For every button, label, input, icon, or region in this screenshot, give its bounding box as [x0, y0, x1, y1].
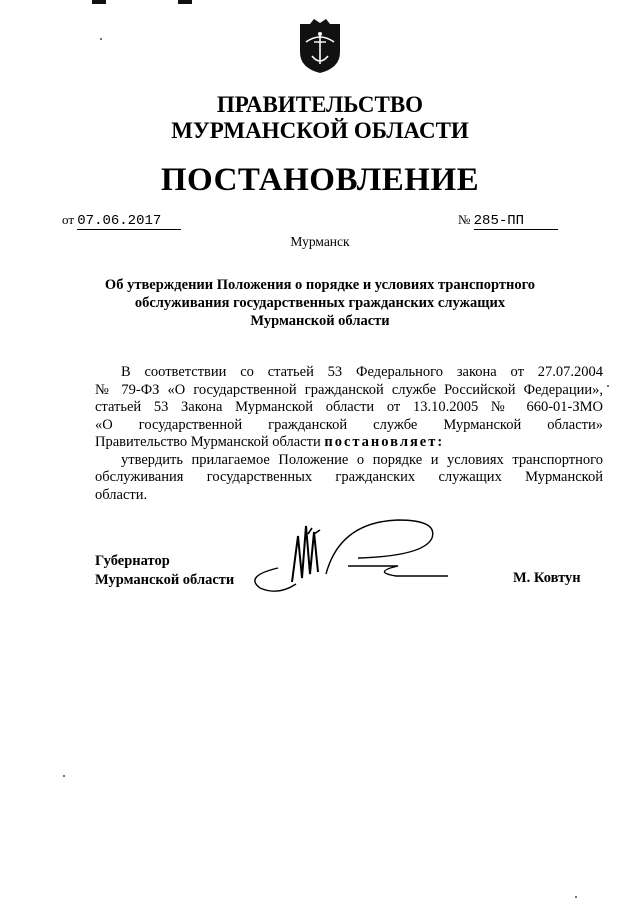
date-prefix: от: [62, 212, 75, 227]
number-value: 285-ПП: [474, 213, 558, 230]
position-line: Мурманской области: [95, 572, 235, 588]
number-field: [458, 212, 558, 230]
decision-line: области.: [95, 486, 148, 503]
preamble: [95, 364, 603, 504]
scan-edge-right: [178, 0, 192, 4]
date-value: 07.06.2017: [77, 213, 181, 230]
resolution-line: [95, 434, 603, 452]
signatory-name: М. Ковтун: [513, 570, 581, 586]
signatory-position: [95, 552, 234, 590]
org-name-line2: МУРМАНСКОЙ ОБЛАСТИ: [171, 118, 469, 143]
date-field: [62, 212, 181, 230]
number-prefix: №: [458, 212, 471, 227]
body-line: В соответствии со статьей 53 Федерального закона от 27.07.2004: [121, 364, 603, 380]
scan-speck: [100, 38, 102, 40]
title-line: обслуживания государственных гражданских служащих: [134, 295, 506, 311]
position-line: Губернатор: [95, 553, 170, 569]
scan-speck: [575, 896, 577, 898]
decision-line: утвердить прилагаемое Положение о порядке и условиях транспортного: [121, 451, 603, 468]
scan-edge-left: [92, 0, 106, 4]
city: Мурманск: [290, 234, 350, 249]
document-type: ПОСТАНОВЛЕНИЕ: [160, 162, 480, 198]
title-line: Мурманской области: [250, 313, 390, 329]
decision-line: обслуживания государственных гражданских служащих Мурманской: [95, 469, 603, 485]
handwritten-signature: [248, 516, 448, 596]
resolve-word: постановляет:: [324, 434, 445, 450]
scan-speck: [63, 775, 65, 777]
body-line: № 79-ФЗ «О государственной гражданской службе Российской Федерации»,: [95, 381, 603, 398]
document-title: [100, 276, 540, 330]
body-line: статьей 53 Закона Мурманской области от 13.10.2005 № 660-01-ЗМО: [95, 399, 603, 415]
resolve-prefix: Правительство Мурманской области: [95, 434, 321, 450]
scan-speck: [607, 385, 609, 387]
coat-of-arms-icon: [298, 18, 342, 74]
title-line: Об утверждении Положения о порядке и условиях транспортного: [104, 277, 536, 293]
org-name-line1: ПРАВИТЕЛЬСТВО: [216, 92, 424, 117]
body-line: «О государственной гражданской службе Мурманской области»: [95, 416, 603, 433]
